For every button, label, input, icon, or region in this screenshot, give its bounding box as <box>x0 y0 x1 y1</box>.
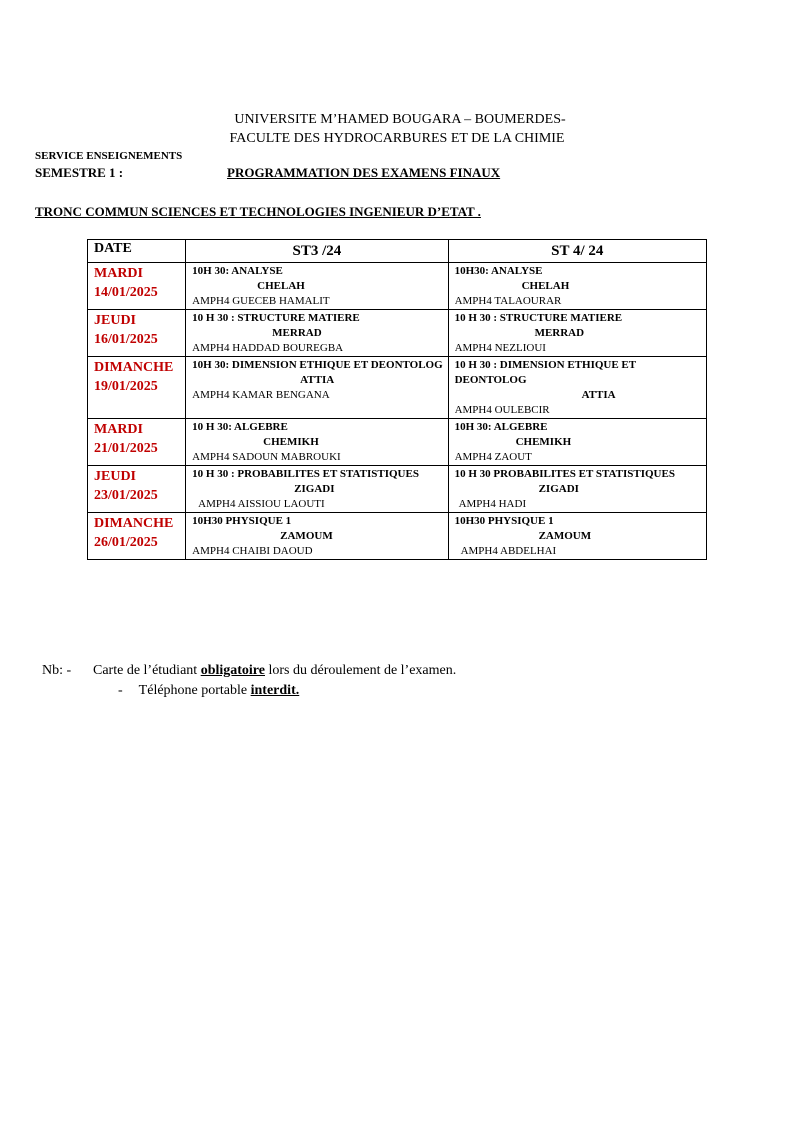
exam-schedule-table <box>87 239 707 560</box>
st3-cell <box>186 466 448 513</box>
column-header-date: DATE <box>88 240 186 263</box>
st3-cell <box>186 310 448 357</box>
exam-room-proctors: AMPH4 TALAOURAR <box>454 295 562 307</box>
exam-time-subject: 10H30: ANALYSE <box>454 265 543 277</box>
date-cell <box>88 466 186 513</box>
st3-cell <box>186 263 448 310</box>
day-name: JEUDI <box>94 313 137 328</box>
st3-cell <box>186 357 448 419</box>
exam-teacher: MERRAD <box>534 327 585 339</box>
university-name: UNIVERSITE M’HAMED BOUGARA – BOUMERDES- <box>234 112 566 127</box>
note-emphasis: obligatoire <box>200 663 265 678</box>
exam-room-proctors: AMPH4 NEZLIOUI <box>454 342 546 354</box>
exam-room-proctors: AMPH4 SADOUN MABROUKI <box>192 451 341 463</box>
day-name: DIMANCHE <box>94 516 174 531</box>
st4-cell <box>448 419 706 466</box>
exam-time-subject: 10H30 PHYSIQUE 1 <box>454 515 554 527</box>
st4-cell <box>448 310 706 357</box>
day-date: 23/01/2025 <box>94 488 158 503</box>
exam-room-proctors: AMPH4 GUECEB HAMALIT <box>192 295 330 307</box>
st3-cell <box>186 419 448 466</box>
st4-cell <box>448 513 706 560</box>
exam-room-proctors: AMPH4 ABDELHAI <box>460 545 557 557</box>
day-name: JEUDI <box>94 469 137 484</box>
exam-teacher: CHEMIKH <box>515 436 572 448</box>
exam-time-subject: 10 H 30: ALGEBRE <box>192 421 288 433</box>
column-header-st4: ST 4/ 24 <box>448 240 706 263</box>
date-cell <box>88 513 186 560</box>
day-date: 16/01/2025 <box>94 332 158 347</box>
table-row <box>88 357 707 419</box>
exam-teacher: ZAMOUM <box>538 530 592 542</box>
exam-time-subject: 10 H 30 : PROBABILITES ET STATISTIQUES <box>192 468 419 480</box>
exam-time-subject: 10H 30: DIMENSION ETHIQUE ET DEONTOLOG <box>192 359 443 371</box>
exam-time-subject: 10H 30: ALGEBRE <box>454 421 548 433</box>
table-row <box>88 466 707 513</box>
note-dash: - <box>118 683 123 698</box>
service-label: SERVICE ENSEIGNEMENTS <box>35 150 183 162</box>
day-date: 26/01/2025 <box>94 535 158 550</box>
date-cell <box>88 419 186 466</box>
exam-room-proctors: AMPH4 OULEBCIR <box>454 404 550 416</box>
faculty-name: FACULTE DES HYDROCARBURES ET DE LA CHIMIE <box>229 131 565 146</box>
exam-room-proctors: AMPH4 KAMAR BENGANA <box>192 389 330 401</box>
exam-teacher: CHELAH <box>257 280 305 292</box>
table-row <box>88 263 707 310</box>
note-text: Carte de l’étudiant <box>93 663 201 678</box>
exam-teacher: MERRAD <box>272 327 322 339</box>
day-name: MARDI <box>94 266 143 281</box>
exam-room-proctors: AMPH4 HADI <box>458 498 527 510</box>
column-header-st3: ST3 /24 <box>186 240 448 263</box>
st4-cell <box>448 263 706 310</box>
table-row <box>88 419 707 466</box>
exam-time-subject: 10H 30: ANALYSE <box>192 265 283 277</box>
exam-room-proctors: AMPH4 HADDAD BOUREGBA <box>192 342 344 354</box>
table-header-row <box>88 240 707 263</box>
table-row <box>88 513 707 560</box>
day-name: MARDI <box>94 422 143 437</box>
st3-cell <box>186 513 448 560</box>
table-row <box>88 310 707 357</box>
exam-time-subject: 10 H 30 PROBABILITES ET STATISTIQUES <box>454 468 675 480</box>
note-text: Téléphone portable <box>138 683 251 698</box>
exam-time-subject: 10 H 30 : STRUCTURE MATIERE <box>454 312 623 324</box>
exam-time-subject: 10H30 PHYSIQUE 1 <box>192 515 292 527</box>
exam-time-subject: 10 H 30 : DIMENSION ETHIQUE ET <box>454 359 637 371</box>
exam-teacher: CHEMIKH <box>263 436 319 448</box>
day-date: 19/01/2025 <box>94 379 158 394</box>
day-date: 21/01/2025 <box>94 441 158 456</box>
note-phone <box>118 683 299 699</box>
day-name: DIMANCHE <box>94 360 174 375</box>
note-emphasis: interdit. <box>250 683 300 698</box>
exam-room-proctors: AMPH4 ZAOUT <box>454 451 532 463</box>
program-title: PROGRAMMATION DES EXAMENS FINAUX <box>227 165 501 180</box>
semester-label: SEMESTRE 1 : <box>35 165 124 180</box>
st4-cell <box>448 357 706 419</box>
note-prefix: Nb: - <box>42 663 72 678</box>
exam-time-subject: 10 H 30 : STRUCTURE MATIERE <box>192 312 360 324</box>
date-cell <box>88 263 186 310</box>
note-text: lors du déroulement de l’examen. <box>264 663 457 678</box>
exam-teacher: ATTIA <box>581 389 616 401</box>
note-student-card <box>93 663 456 679</box>
exam-teacher: CHELAH <box>521 280 570 292</box>
st4-cell <box>448 466 706 513</box>
exam-subject-continued: DEONTOLOG <box>454 374 527 386</box>
exam-teacher: ZAMOUM <box>280 530 333 542</box>
date-cell <box>88 357 186 419</box>
date-cell <box>88 310 186 357</box>
day-date: 14/01/2025 <box>94 285 158 300</box>
exam-teacher: ZIGADI <box>538 483 579 495</box>
exam-room-proctors: AMPH4 CHAIBI DAOUD <box>192 545 313 557</box>
track-title: TRONC COMMUN SCIENCES ET TECHNOLOGIES INGENIEUR D’ETAT . <box>35 204 481 219</box>
exam-teacher: ZIGADI <box>294 483 335 495</box>
exam-teacher: ATTIA <box>300 374 335 386</box>
exam-room-proctors: AMPH4 AISSIOU LAOUTI <box>198 498 325 510</box>
